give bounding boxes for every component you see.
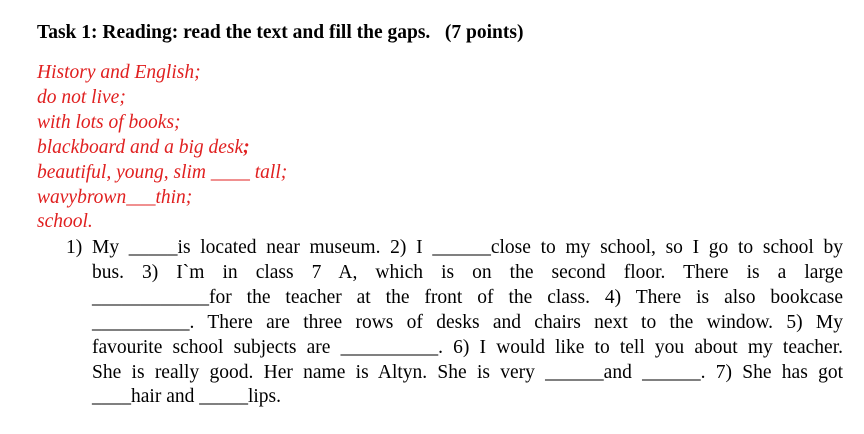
answer-text: school. (37, 211, 93, 233)
answer-text: wavybrown___thin; (37, 186, 193, 208)
answer-text: beautiful, young, slim ____ tall; (37, 161, 288, 183)
answer-text: blackboard and a big desk (37, 136, 244, 158)
exercise-line: ____hair and _____lips. (92, 386, 282, 408)
task-title: Task 1: Reading: read the text and fill the gaps. (7 points) (37, 22, 524, 43)
answer-list (37, 61, 287, 235)
answer-semicolon-bold: ; (243, 136, 250, 158)
answer-item (37, 86, 287, 111)
exercise-text (92, 236, 843, 410)
answer-text: History and English; (37, 62, 201, 83)
exercise-line: My _____is located near museum. 2) I ______close to my school, so I go to school by (92, 237, 843, 258)
exercise-number: 1) (66, 237, 83, 258)
answer-item (37, 111, 287, 136)
answer-text: do not live; (37, 86, 126, 108)
answer-text: with lots of books; (37, 111, 181, 133)
exercise-line: She is really good. Her name is Altyn. She is very ______and ______. 7) She has got (92, 361, 843, 383)
answer-item (37, 210, 287, 235)
answer-item (37, 61, 287, 86)
exercise-line: __________. There are three rows of desks and chairs next to the window. 5) My (92, 311, 843, 333)
exercise-line: bus. 3) I`m in class 7 A, which is on the second floor. There is a large (92, 261, 843, 283)
answer-item (37, 161, 287, 186)
answer-item (37, 136, 287, 161)
exercise-line: ____________for the teacher at the front of the class. 4) There is also bookcase (92, 286, 843, 308)
exercise-line: favourite school subjects are __________. 6) I would like to tell you about my teacher. (92, 336, 843, 358)
answer-item (37, 186, 287, 211)
